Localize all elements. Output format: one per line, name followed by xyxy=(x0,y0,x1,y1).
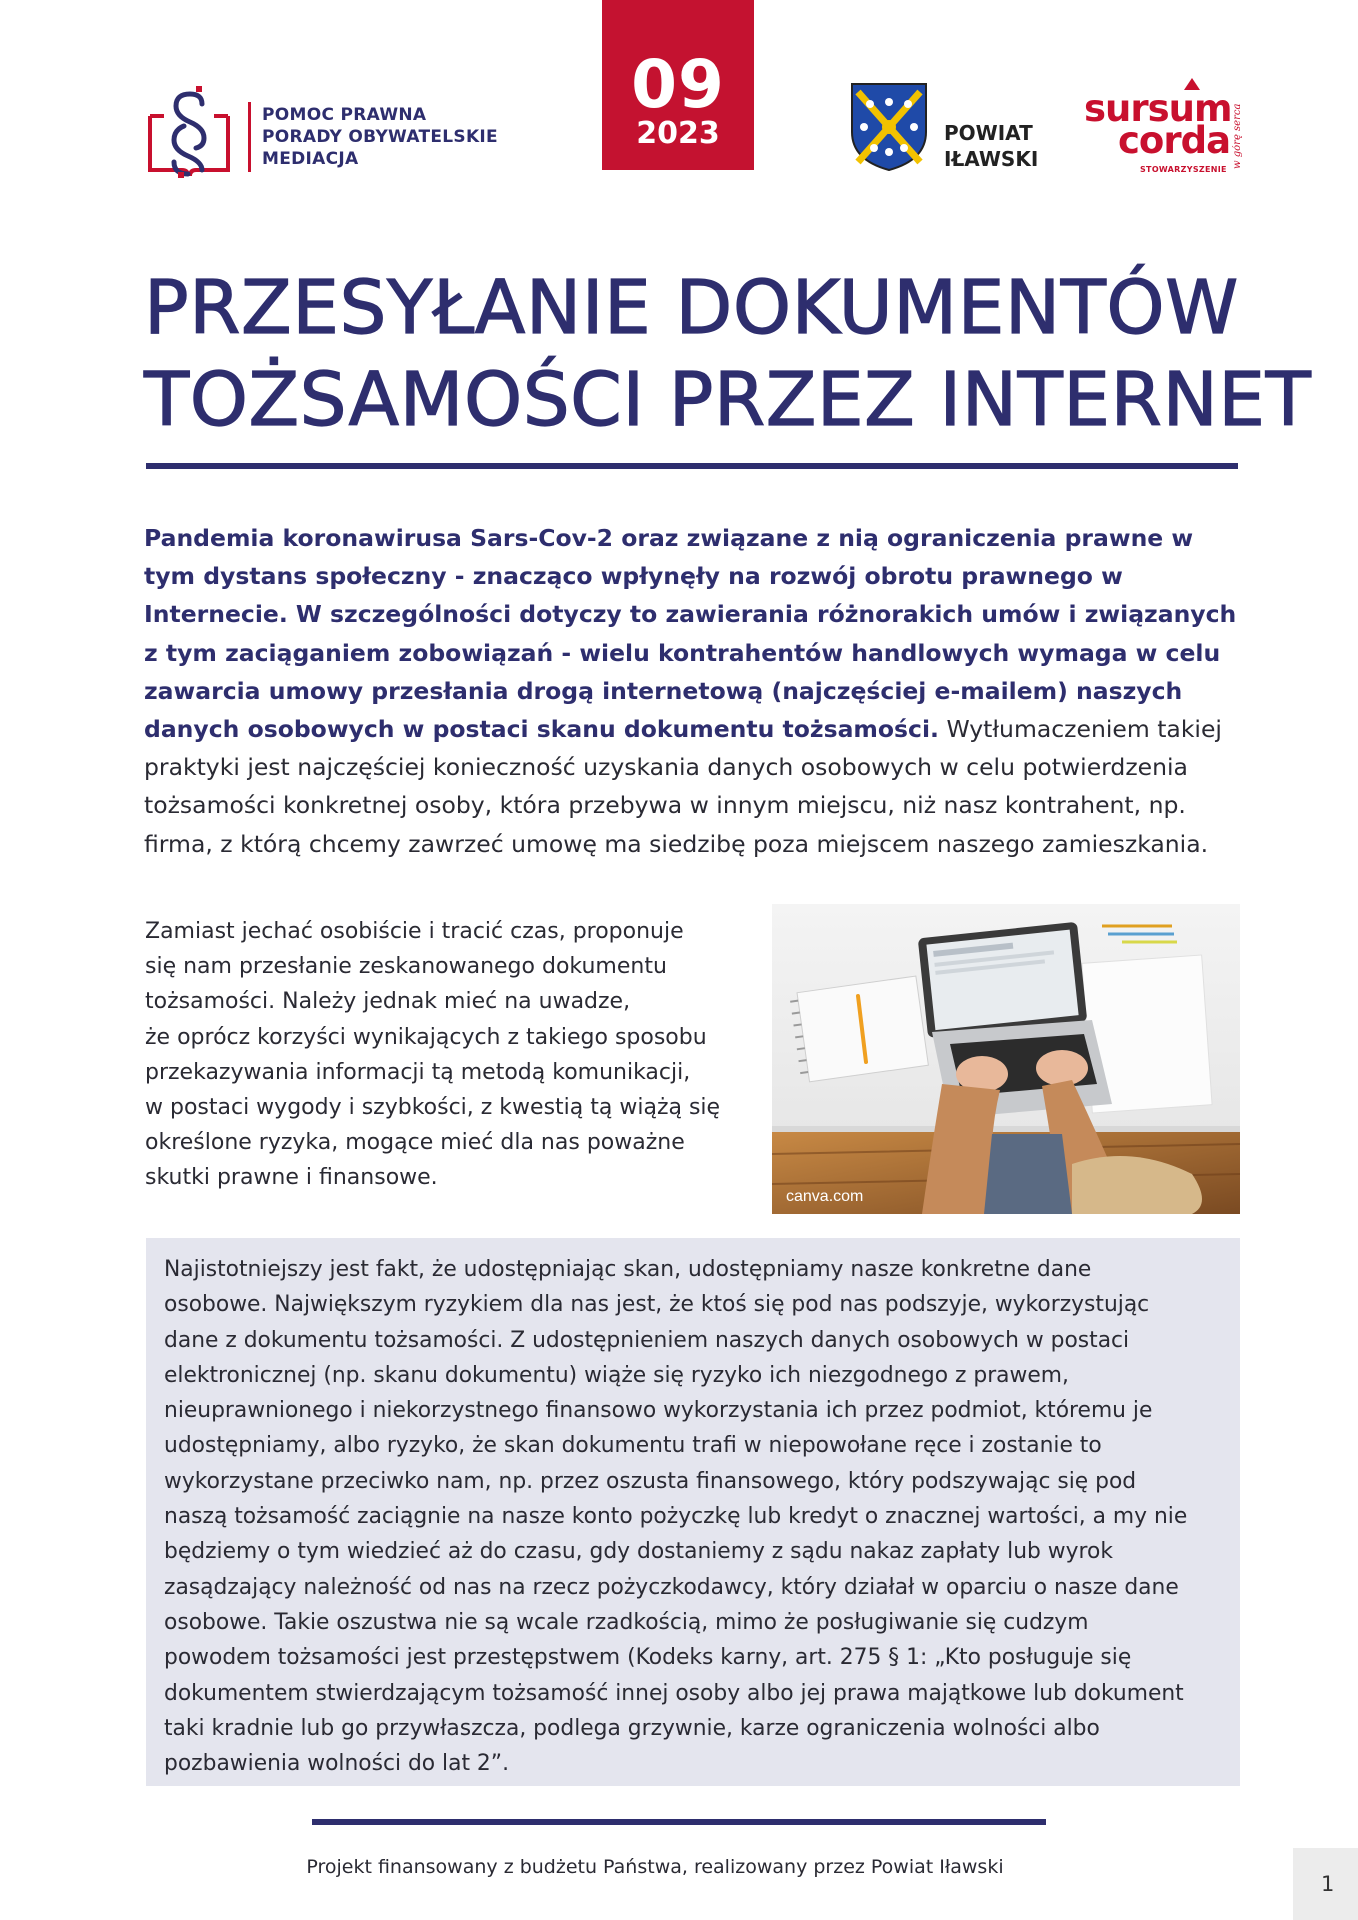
sursum-corda-logo xyxy=(1084,88,1274,178)
county-line: IŁAWSKI xyxy=(944,147,1039,171)
photo-credit: canva.com xyxy=(786,1188,864,1205)
page-number: 1 xyxy=(1321,1872,1335,1896)
brand-line: MEDIACJA xyxy=(262,149,359,169)
title-line: TOŻSAMOŚCI PRZEZ INTERNET xyxy=(144,357,1312,443)
county-name xyxy=(944,120,1038,172)
page-title xyxy=(144,262,1312,446)
issue-date-badge xyxy=(602,0,754,170)
coat-of-arms-icon xyxy=(850,82,928,172)
pomoc-prawna-logo xyxy=(144,84,524,184)
page-number-box xyxy=(1293,1848,1358,1920)
intro-paragraph xyxy=(144,519,1244,863)
laptop-illustration xyxy=(772,904,1240,1214)
logo-divider xyxy=(248,102,251,172)
partner-sub: STOWARZYSZENIE xyxy=(1140,165,1227,174)
highlight-text: Najistotniejszy jest fakt, że udostępniając skan, udostępniamy nasze konkretne dane osobowe. Największym ryzykiem dla nas jest, że ktoś się pod nas podszyje, wykorzystując dane z dokumentu tożsamości. Z udostępnieniem naszych danych osobowych w postaci elektronicznej (np. skanu dokumentu) wiąże się ryzyko ich niezgodnego z prawem, nieuprawnionego i niekorzystnego finansowo wykorzystania ich przez podmiot, któremu je udostępniamy, albo ryzyko, że skan dokumentu trafi w niepowołane ręce i zostanie to wykorzystane przeciwko nam, np. przez oszusta finansowego, który podszywając się pod naszą tożsamość zaciągnie na nasze konto pożyczkę lub kredyt o znacznej wartości, a my nie będziemy o tym wiedzieć aż do czasu, gdy dostaniemy z sądu nakaz zapłaty lub wyrok zasądzający należność od nas na rzecz pożyczkodawcy, który działał w oparciu o nasze dane osobowe. Takie oszustwa nie są wcale rzadkością, mimo że posługiwanie się cudzym powodem tożsamości jest przestępstwem (Kodeks karny, art. 275 § 1: „Kto posługuje się dokumentem stwierdzającym tożsamość innej osoby albo jej prawa majątkowe lub dokument taki kradnie lub go przywłaszcza, podlega grzywnie, karze ograniczenia wolności albo pozbawienia wolności do lat 2”. xyxy=(164,1257,1188,1777)
paragraph-book-logo-icon xyxy=(144,86,234,178)
brand-line: POMOC PRAWNA xyxy=(262,105,427,125)
partner-word2: corda xyxy=(1118,119,1231,162)
title-divider xyxy=(146,463,1238,469)
footer-divider xyxy=(312,1819,1046,1825)
intro-bold: Pandemia koronawirusa Sars-Cov-2 oraz związane z nią ograniczenia prawne w tym dystans społeczny - znacząco wpłynęły na rozwój obrotu prawnego w Internecie. W szczególności dotyczy to zawierania różnorakich umów i związanych z tym zaciąganiem zobowiązań - wielu kontrahentów handlowych wymaga w celu zawarcia umowy przesłania drogą internetową (najczęściej e-mailem) naszych danych osobowych w postaci skanu dokumentu tożsamości. xyxy=(144,524,1237,744)
title-line: PRZESYŁANIE DOKUMENTÓW xyxy=(144,265,1239,351)
partner-tagline: w górę serca xyxy=(1232,103,1243,169)
brand-line: PORADY OBYWATELSKIE xyxy=(262,127,498,147)
issue-month: 09 xyxy=(631,46,725,123)
footer xyxy=(0,1856,1358,1878)
column-paragraph: Zamiast jechać osobiście i tracić czas, proponuje się nam przesłanie zeskanowanego dokumentu tożsamości. Należy jednak mieć na uwadze, że oprócz korzyści wynikających z takiego sposobu przekazywania informacji tą metodą komunikacji, w postaci wygody i szybkości, z kwestią tą wiążą się określone ryzyka, mogące mieć dla nas poważne skutki prawne i finansowe. xyxy=(145,919,721,1191)
intro-regular: Wytłumaczeniem takiej praktyki jest najczęściej konieczność uzyskania danych osobowych w celu potwierdzenia tożsamości konkretnej osoby, która przebywa w innym miejscu, niż nasz kontrahent, np. firma, z którą chcemy zawrzeć umowę ma siedzibę poza miejscem naszego zamieszkania. xyxy=(144,715,1222,858)
issue-year: 2023 xyxy=(636,116,720,151)
footer-text: Projekt finansowany z budżetu Państwa, realizowany przez Powiat Iławski xyxy=(306,1856,1004,1878)
county-line: POWIAT xyxy=(944,121,1033,145)
laptop-photo xyxy=(772,904,1240,1214)
partner-word1: sursum xyxy=(1084,87,1232,130)
brand-text xyxy=(262,104,498,170)
highlight-box xyxy=(146,1238,1240,1786)
